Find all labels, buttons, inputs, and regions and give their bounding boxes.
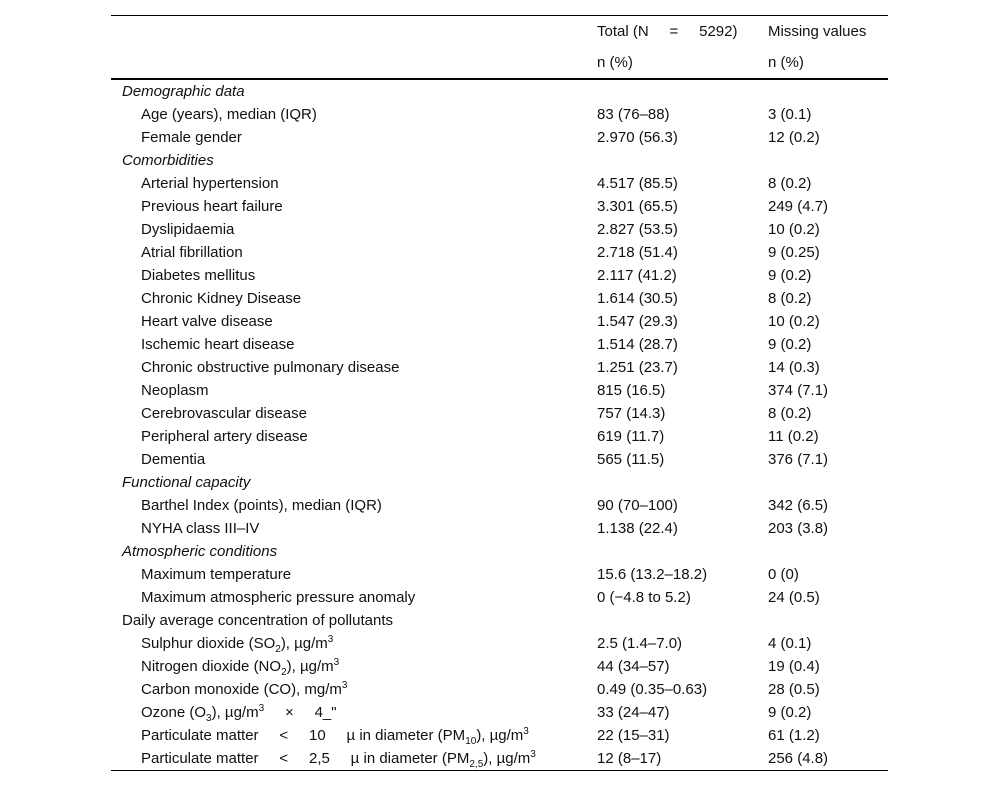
section-heading: Atmospheric conditions (122, 543, 278, 560)
row-total: 2.718 (51.4) (597, 244, 678, 261)
row-total: 2.970 (56.3) (597, 129, 678, 146)
table-row (111, 287, 888, 310)
row-total: 83 (76–88) (597, 106, 670, 123)
table-row (111, 701, 888, 724)
row-missing: 8 (0.2) (768, 175, 812, 192)
table-row (111, 724, 888, 747)
row-total: 815 (16.5) (597, 382, 666, 399)
table-row (111, 333, 888, 356)
row-total: 1.251 (23.7) (597, 359, 678, 376)
table-row (111, 402, 888, 425)
section-heading: Demographic data (122, 83, 245, 100)
row-missing: 8 (0.2) (768, 290, 812, 307)
row-missing: 256 (4.8) (768, 750, 829, 767)
header-missing-unit: n (%) (768, 54, 804, 71)
row-total: 1.514 (28.7) (597, 336, 678, 353)
table-row (111, 264, 888, 287)
row-missing: 61 (1.2) (768, 727, 820, 744)
section-row (111, 471, 888, 494)
row-missing: 9 (0.2) (768, 336, 812, 353)
header-row-1 (111, 16, 888, 47)
table-row (111, 218, 888, 241)
row-label: Nitrogen dioxide $(NO_2)$, $\mu g/m^3$ (141, 657, 340, 678)
header-total: Total (N = 5292) (597, 23, 738, 40)
row-total: 2.117 (41.2) (597, 267, 677, 284)
row-total: 2.827 (53.5) (597, 221, 678, 238)
row-label: Dyslipidaemia (141, 221, 235, 238)
table-row (111, 172, 888, 195)
table-row (111, 379, 888, 402)
table-row (111, 195, 888, 218)
row-missing: 376 (7.1) (768, 451, 829, 468)
row-total: 44 (34–57) (597, 658, 670, 675)
section-row (111, 609, 888, 632)
row-label: Barthel Index (points), median (IQR) (141, 497, 382, 514)
row-label: NYHA class III–IV (141, 520, 260, 537)
table-row (111, 678, 888, 701)
row-total: 12 (8–17) (597, 750, 662, 767)
header-missing: Missing values (768, 23, 867, 40)
row-label: Atrial fibrillation (141, 244, 243, 261)
table-row (111, 586, 888, 609)
row-label: Sulphur dioxide $(SO_2)$, $\mu g/m^3$ (141, 634, 334, 655)
row-total: 1.138 (22.4) (597, 520, 678, 537)
row-missing: 3 (0.1) (768, 106, 812, 123)
row-total: 2.5 (1.4–7.0) (597, 635, 683, 652)
row-missing: 9 (0.2) (768, 267, 812, 284)
row-label: Maximum temperature (141, 566, 292, 583)
row-label: Heart valve disease (141, 313, 273, 330)
table-row (111, 747, 888, 770)
row-label: Chronic Kidney Disease (141, 290, 302, 307)
table-row (111, 517, 888, 540)
table-bottom-rule (111, 770, 888, 771)
row-label: Particulate matter < 10 µ in diameter $(PM_{10})$, $\mu g/m^3$ (141, 726, 529, 747)
header-total-unit: n (%) (597, 54, 633, 71)
row-label: Previous heart failure (141, 198, 283, 215)
table-row (111, 126, 888, 149)
row-total: 15.6 (13.2–18.2) (597, 566, 708, 583)
row-label: Peripheral artery disease (141, 428, 308, 445)
row-total: 90 (70–100) (597, 497, 678, 514)
table-row (111, 632, 888, 655)
row-label: Arterial hypertension (141, 175, 279, 192)
row-label: Particulate matter < 2,5 µ in diameter $(PM_{2,5})$, $\mu g/m^3$ (141, 749, 536, 770)
row-total: 33 (24–47) (597, 704, 670, 721)
row-label: Neoplasm (141, 382, 209, 399)
row-total: 619 (11.7) (597, 428, 665, 445)
row-missing: 0 (0) (768, 566, 799, 583)
row-missing: 24 (0.5) (768, 589, 820, 606)
row-missing: 203 (3.8) (768, 520, 829, 537)
row-label: Dementia (141, 451, 206, 468)
row-label: Female gender (141, 129, 242, 146)
row-label: Ischemic heart disease (141, 336, 295, 353)
row-label: Chronic obstructive pulmonary disease (141, 359, 400, 376)
section-row (111, 80, 888, 103)
row-total: 1.547 (29.3) (597, 313, 678, 330)
row-missing: 374 (7.1) (768, 382, 829, 399)
header-row-2 (111, 47, 888, 78)
row-total: 0.49 (0.35–0.63) (597, 681, 708, 698)
row-missing: 8 (0.2) (768, 405, 812, 422)
table-row (111, 425, 888, 448)
row-label: Cerebrovascular disease (141, 405, 307, 422)
row-missing: 14 (0.3) (768, 359, 820, 376)
table-row (111, 494, 888, 517)
table-row (111, 448, 888, 471)
row-total: 1.614 (30.5) (597, 290, 678, 307)
row-total: 3.301 (65.5) (597, 198, 678, 215)
table-row (111, 563, 888, 586)
row-total: 757 (14.3) (597, 405, 666, 422)
row-missing: 342 (6.5) (768, 497, 829, 514)
row-label: Maximum atmospheric pressure anomaly (141, 589, 416, 606)
row-label: Carbon monoxide (CO), $mg/m^3$ (141, 680, 348, 698)
row-missing: 11 (0.2) (768, 428, 819, 445)
table-row (111, 103, 888, 126)
row-label: Age (years), median (IQR) (141, 106, 317, 123)
row-total: 4.517 (85.5) (597, 175, 678, 192)
section-heading: Daily average concentration of pollutants (122, 612, 393, 629)
table-body (111, 80, 888, 770)
row-total: 22 (15–31) (597, 727, 670, 744)
section-row (111, 540, 888, 563)
data-table (111, 15, 888, 771)
row-label: Ozone $(O_3)$, $\mu g/m^3$ × 4_" (141, 703, 337, 724)
row-missing: 12 (0.2) (768, 129, 820, 146)
row-missing: 19 (0.4) (768, 658, 820, 675)
section-heading: Functional capacity (122, 474, 251, 491)
row-missing: 9 (0.2) (768, 704, 812, 721)
section-row (111, 149, 888, 172)
row-missing: 4 (0.1) (768, 635, 812, 652)
table-row (111, 310, 888, 333)
section-heading: Comorbidities (122, 152, 214, 169)
row-missing: 249 (4.7) (768, 198, 829, 215)
row-missing: 9 (0.25) (768, 244, 820, 261)
row-total: 565 (11.5) (597, 451, 665, 468)
table-row (111, 241, 888, 264)
row-missing: 28 (0.5) (768, 681, 820, 698)
row-missing: 10 (0.2) (768, 313, 820, 330)
table-row (111, 655, 888, 678)
row-missing: 10 (0.2) (768, 221, 820, 238)
row-total: 0 (−4.8 to 5.2) (597, 589, 691, 606)
row-label: Diabetes mellitus (141, 267, 256, 284)
table-row (111, 356, 888, 379)
